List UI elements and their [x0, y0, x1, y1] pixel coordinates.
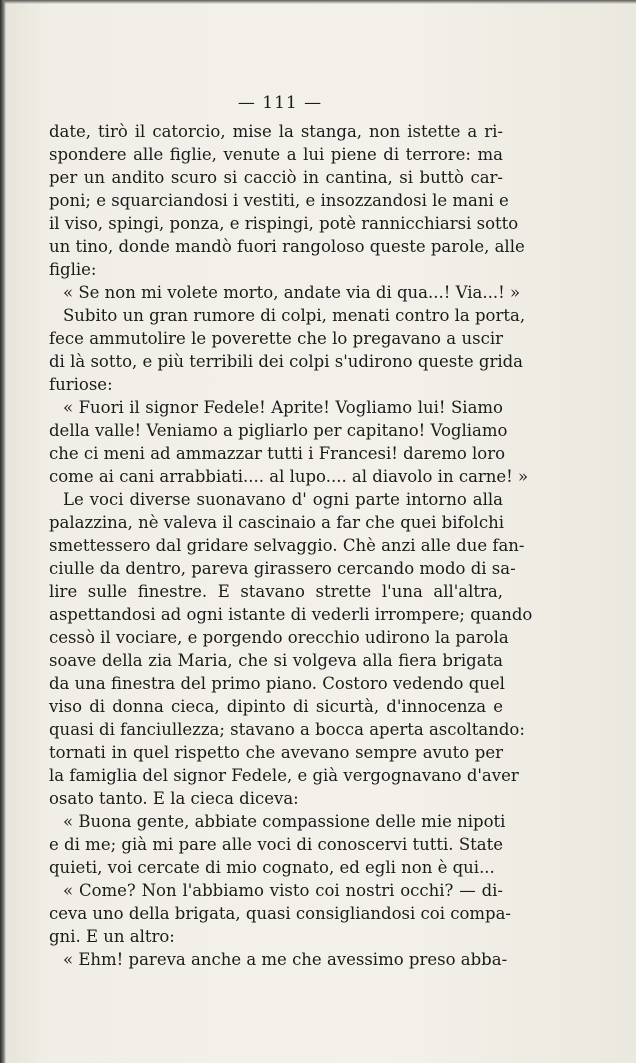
text-line: palazzina, nè valeva il cascinaio a far che quei bifolchi	[49, 513, 504, 532]
text-line: da una finestra del primo piano. Costoro vedendo quel	[49, 674, 505, 693]
text-line: Le voci diverse suonavano d' ogni parte intorno alla	[63, 490, 503, 509]
text-line: la famiglia del signor Fedele, e già vergognavano d'aver	[49, 766, 519, 785]
text-line: « Ehm! pareva anche a me che avessimo preso abba-	[63, 950, 508, 969]
text-line: poni; e squarciandosi i vestiti, e insozzandosi le mani e	[49, 191, 509, 210]
text-line: gni. E un altro:	[49, 927, 175, 946]
text-line: ceva uno della brigata, quasi consigliandosi coi compa-	[49, 904, 512, 923]
text-line: fece ammutolire le poverette che lo pregavano a uscir	[49, 329, 503, 348]
text-line: lire sulle finestre. E stavano strette l'una all'altra,	[49, 582, 503, 601]
text-line: il viso, spingi, ponza, e rispingi, potè rannicchiarsi sotto	[49, 214, 519, 233]
page-number: — 111 —	[237, 93, 323, 113]
text-line: come ai cani arrabbiati.... al lupo.... al diavolo in carne! »	[49, 467, 529, 486]
text-line: per un andito scuro si cacciò in cantina, si buttò car-	[49, 168, 503, 187]
text-line: ciulle da dentro, pareva girassero cercando modo di sa-	[49, 559, 516, 578]
text-line: « Se non mi volete morto, andate via di qua...! Via...! »	[63, 283, 521, 302]
text-line: aspettandosi ad ogni istante di vederli irrompere; quando	[49, 605, 533, 624]
page-binding-edge	[0, 0, 6, 1063]
text-line: smettessero dal gridare selvaggio. Chè anzi alle due fan-	[49, 536, 525, 555]
body-text	[49, 120, 533, 971]
text-line: e di me; già mi pare alle voci di conoscervi tutti. State	[49, 835, 503, 854]
text-line: « Fuori il signor Fedele! Aprite! Vogliamo lui! Siamo	[63, 398, 503, 417]
text-line: date, tirò il catorcio, mise la stanga, non istette a ri-	[49, 122, 503, 141]
text-line: un tino, donde mandò fuori rangoloso queste parole, alle	[49, 237, 525, 256]
text-line: tornati in quel rispetto che avevano sempre avuto per	[49, 743, 503, 762]
text-line: Subito un gran rumore di colpi, menati contro la porta,	[63, 306, 526, 325]
text-line: viso di donna cieca, dipinto di sicurtà, d'innocenza e	[49, 697, 503, 716]
text-line: cessò il vociare, e porgendo orecchio udirono la parola	[49, 628, 509, 647]
text-line: quasi di fanciullezza; stavano a bocca aperta ascoltando:	[49, 720, 525, 739]
text-line: della valle! Veniamo a pigliarlo per capitano! Vogliamo	[49, 421, 508, 440]
text-line: di là sotto, e più terribili dei colpi s'udirono queste grida	[49, 352, 524, 371]
text-line: quieti, voi cercate di mio cognato, ed egli non è qui...	[49, 858, 495, 877]
text-line: figlie:	[49, 260, 97, 279]
text-line: soave della zia Maria, che si volgeva alla fiera brigata	[49, 651, 503, 670]
text-line: osato tanto. E la cieca diceva:	[49, 789, 299, 808]
text-line: « Buona gente, abbiate compassione delle mie nipoti	[63, 812, 506, 831]
page-top-edge	[0, 0, 636, 4]
text-line: « Come? Non l'abbiamo visto coi nostri occhi? — di-	[63, 881, 503, 900]
text-line: furiose:	[49, 375, 113, 394]
text-line: che ci meni ad ammazzar tutti i Francesi! daremo loro	[49, 444, 506, 463]
text-line: spondere alle figlie, venute a lui piene di terrore: ma	[49, 145, 503, 164]
